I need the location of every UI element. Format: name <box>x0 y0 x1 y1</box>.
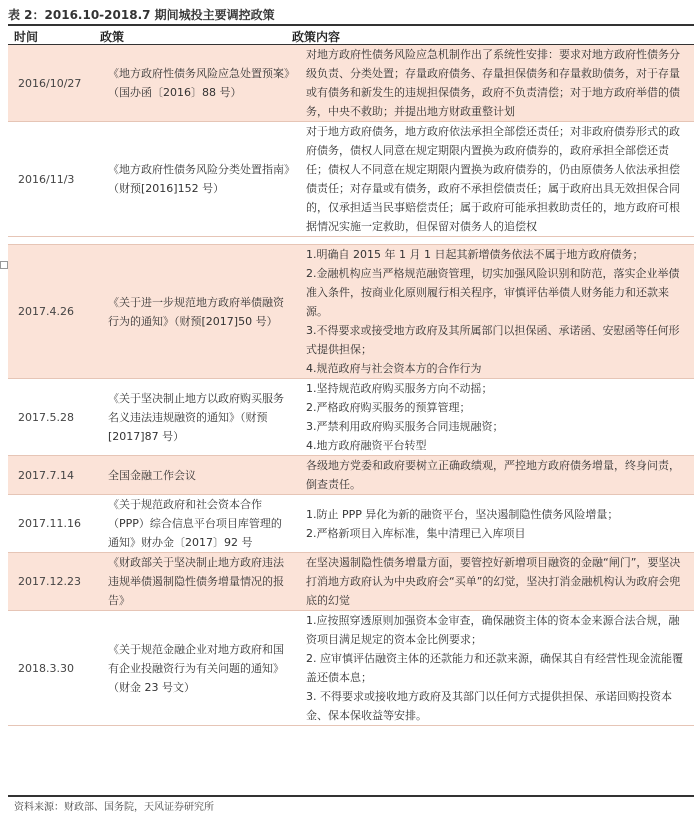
table-row <box>8 122 694 237</box>
table-row <box>8 611 694 726</box>
row-content <box>298 45 694 122</box>
table-header <box>8 26 694 44</box>
row-content <box>298 245 694 379</box>
row-policy: 《关于规范金融企业对地方政府和国有企业投融资行为有关问题的通知》（财金 23 号文） <box>100 611 298 726</box>
row-date: 2017.7.14 <box>8 456 100 495</box>
table-row <box>8 456 694 495</box>
content-paragraph: 2.严格新项目入库标准，集中清理已入库项目 <box>306 526 526 540</box>
header-policy: 政策 <box>100 30 125 44</box>
row-date: 2016/11/3 <box>8 122 100 237</box>
row-policy: 《关于规范政府和社会资本合作（PPP）综合信息平台项目库管理的通知》财办金〔2017〕92 号 <box>100 495 298 553</box>
row-content <box>298 611 694 726</box>
header-date: 时间 <box>14 30 39 44</box>
page-break-cell <box>8 237 694 245</box>
content-paragraph: 2.金融机构应当严格规范融资管理，切实加强风险识别和防范，落实企业举债准入条件，按商业化原则履行相关程序，审慎评估举债人财务能力和还款来源。 <box>306 267 680 318</box>
row-date: 2017.11.16 <box>8 495 100 553</box>
table-title: 表 2：2016.10-2018.7 期间城投主要调控政策 <box>8 8 275 22</box>
row-policy: 《财政部关于坚决制止地方政府违法违规举债遏制隐性债务增量情况的报告》 <box>100 553 298 611</box>
row-date: 2017.4.26 <box>8 245 100 379</box>
table-row <box>8 379 694 456</box>
content-paragraph: 1.明确自 2015 年 1 月 1 日起其新增债务依法不属于地方政府债务； <box>306 248 644 261</box>
content-paragraph: 4.规范政府与社会资本方的合作行为 <box>306 362 482 375</box>
row-policy: 《关于坚决制止地方以政府购买服务名义违法违规融资的通知》（财预[2017]87 号） <box>100 379 298 456</box>
row-date: 2018.3.30 <box>8 611 100 726</box>
source-note: 资料来源：财政部、国务院，天风证券研究所 <box>14 802 214 813</box>
row-content <box>298 553 694 611</box>
row-date: 2016/10/27 <box>8 45 100 122</box>
content-paragraph: 4.地方政府融资平台转型 <box>306 439 427 452</box>
row-content <box>298 456 694 495</box>
content-paragraph: 对地方政府性债务风险应急机制作出了系统性安排：要求对地方政府性债务分级负责、分类处置；存量政府债务、存量担保债务和存量救助债务，对于存量或有债务和新发生的违规担保债务，政府不负责清偿；对于地方政府举借的债务，中央不救助；并提出地方财政重整计划 <box>306 48 680 118</box>
content-paragraph: 对于地方政府债务，地方政府依法承担全部偿还责任；对非政府债券形式的政府债务，债权人同意在规定期限内置换为政府债券的，政府承担全部偿还责任；债权人不同意在规定期限内置换为政府债券的，仍由原债务人依法承担偿债责任；对存量或有债务，政府不承担偿债责任；属于政府出具无效担保合同的，仅承担适当民事赔偿责任；属于政府可能承担救助责任的，地方政府可根据情况实施一定救助，但保留对债务人的追偿权 <box>306 125 680 233</box>
content-paragraph: 1.坚持规范政府购买服务方向不动摇； <box>306 382 493 395</box>
content-paragraph: 2. 应审慎评估融资主体的还款能力和还款来源，确保其自有经营性现金流能覆盖还债本息； <box>306 652 683 684</box>
row-policy: 《关于进一步规范地方政府举债融资行为的通知》（财预[2017]50 号） <box>100 245 298 379</box>
content-paragraph: 3.严禁利用政府购买服务合同违规融资； <box>306 420 504 433</box>
policy-table <box>8 45 694 726</box>
content-paragraph: 各级地方党委和政府要树立正确政绩观，严控地方政府债务增量，终身问责，倒查责任。 <box>306 459 680 491</box>
table-row <box>8 495 694 553</box>
content-paragraph: 3. 不得要求或接收地方政府及其部门以任何方式提供担保、承诺回购投资本金、保本保收益等安排。 <box>306 690 672 722</box>
page-break-marker <box>0 261 8 269</box>
table-row <box>8 245 694 379</box>
page-break-row <box>8 237 694 245</box>
content-paragraph: 1.防止 PPP 异化为新的融资平台，坚决遏制隐性债务风险增量； <box>306 507 619 521</box>
content-paragraph: 2.严格政府购买服务的预算管理； <box>306 401 471 414</box>
row-content <box>298 495 694 553</box>
header-content: 政策内容 <box>292 30 341 44</box>
row-date: 2017.12.23 <box>8 553 100 611</box>
row-date: 2017.5.28 <box>8 379 100 456</box>
content-paragraph: 1.应按照穿透原则加强资本金审查，确保融资主体的资本金来源合法合规，融资项目满足规定的资本金比例要求； <box>306 614 680 646</box>
source-rule <box>8 795 694 797</box>
row-policy: 《地方政府性债务风险分类处置指南》（财预[2016]152 号） <box>100 122 298 237</box>
content-paragraph: 在坚决遏制隐性债务增量方面，要管控好新增项目融资的金融“闸门”，要坚决打消地方政府认为中央政府会“买单”的幻觉，坚决打消金融机构认为政府会兜底的幻觉 <box>306 556 681 607</box>
row-policy: 全国金融工作会议 <box>100 456 298 495</box>
table-row <box>8 45 694 122</box>
row-policy: 《地方政府性债务风险应急处置预案》（国办函〔2016〕88 号） <box>100 45 298 122</box>
row-content <box>298 122 694 237</box>
table-row <box>8 553 694 611</box>
row-content <box>298 379 694 456</box>
content-paragraph: 3.不得要求或接受地方政府及其所属部门以担保函、承诺函、安慰函等任何形式提供担保； <box>306 324 680 356</box>
